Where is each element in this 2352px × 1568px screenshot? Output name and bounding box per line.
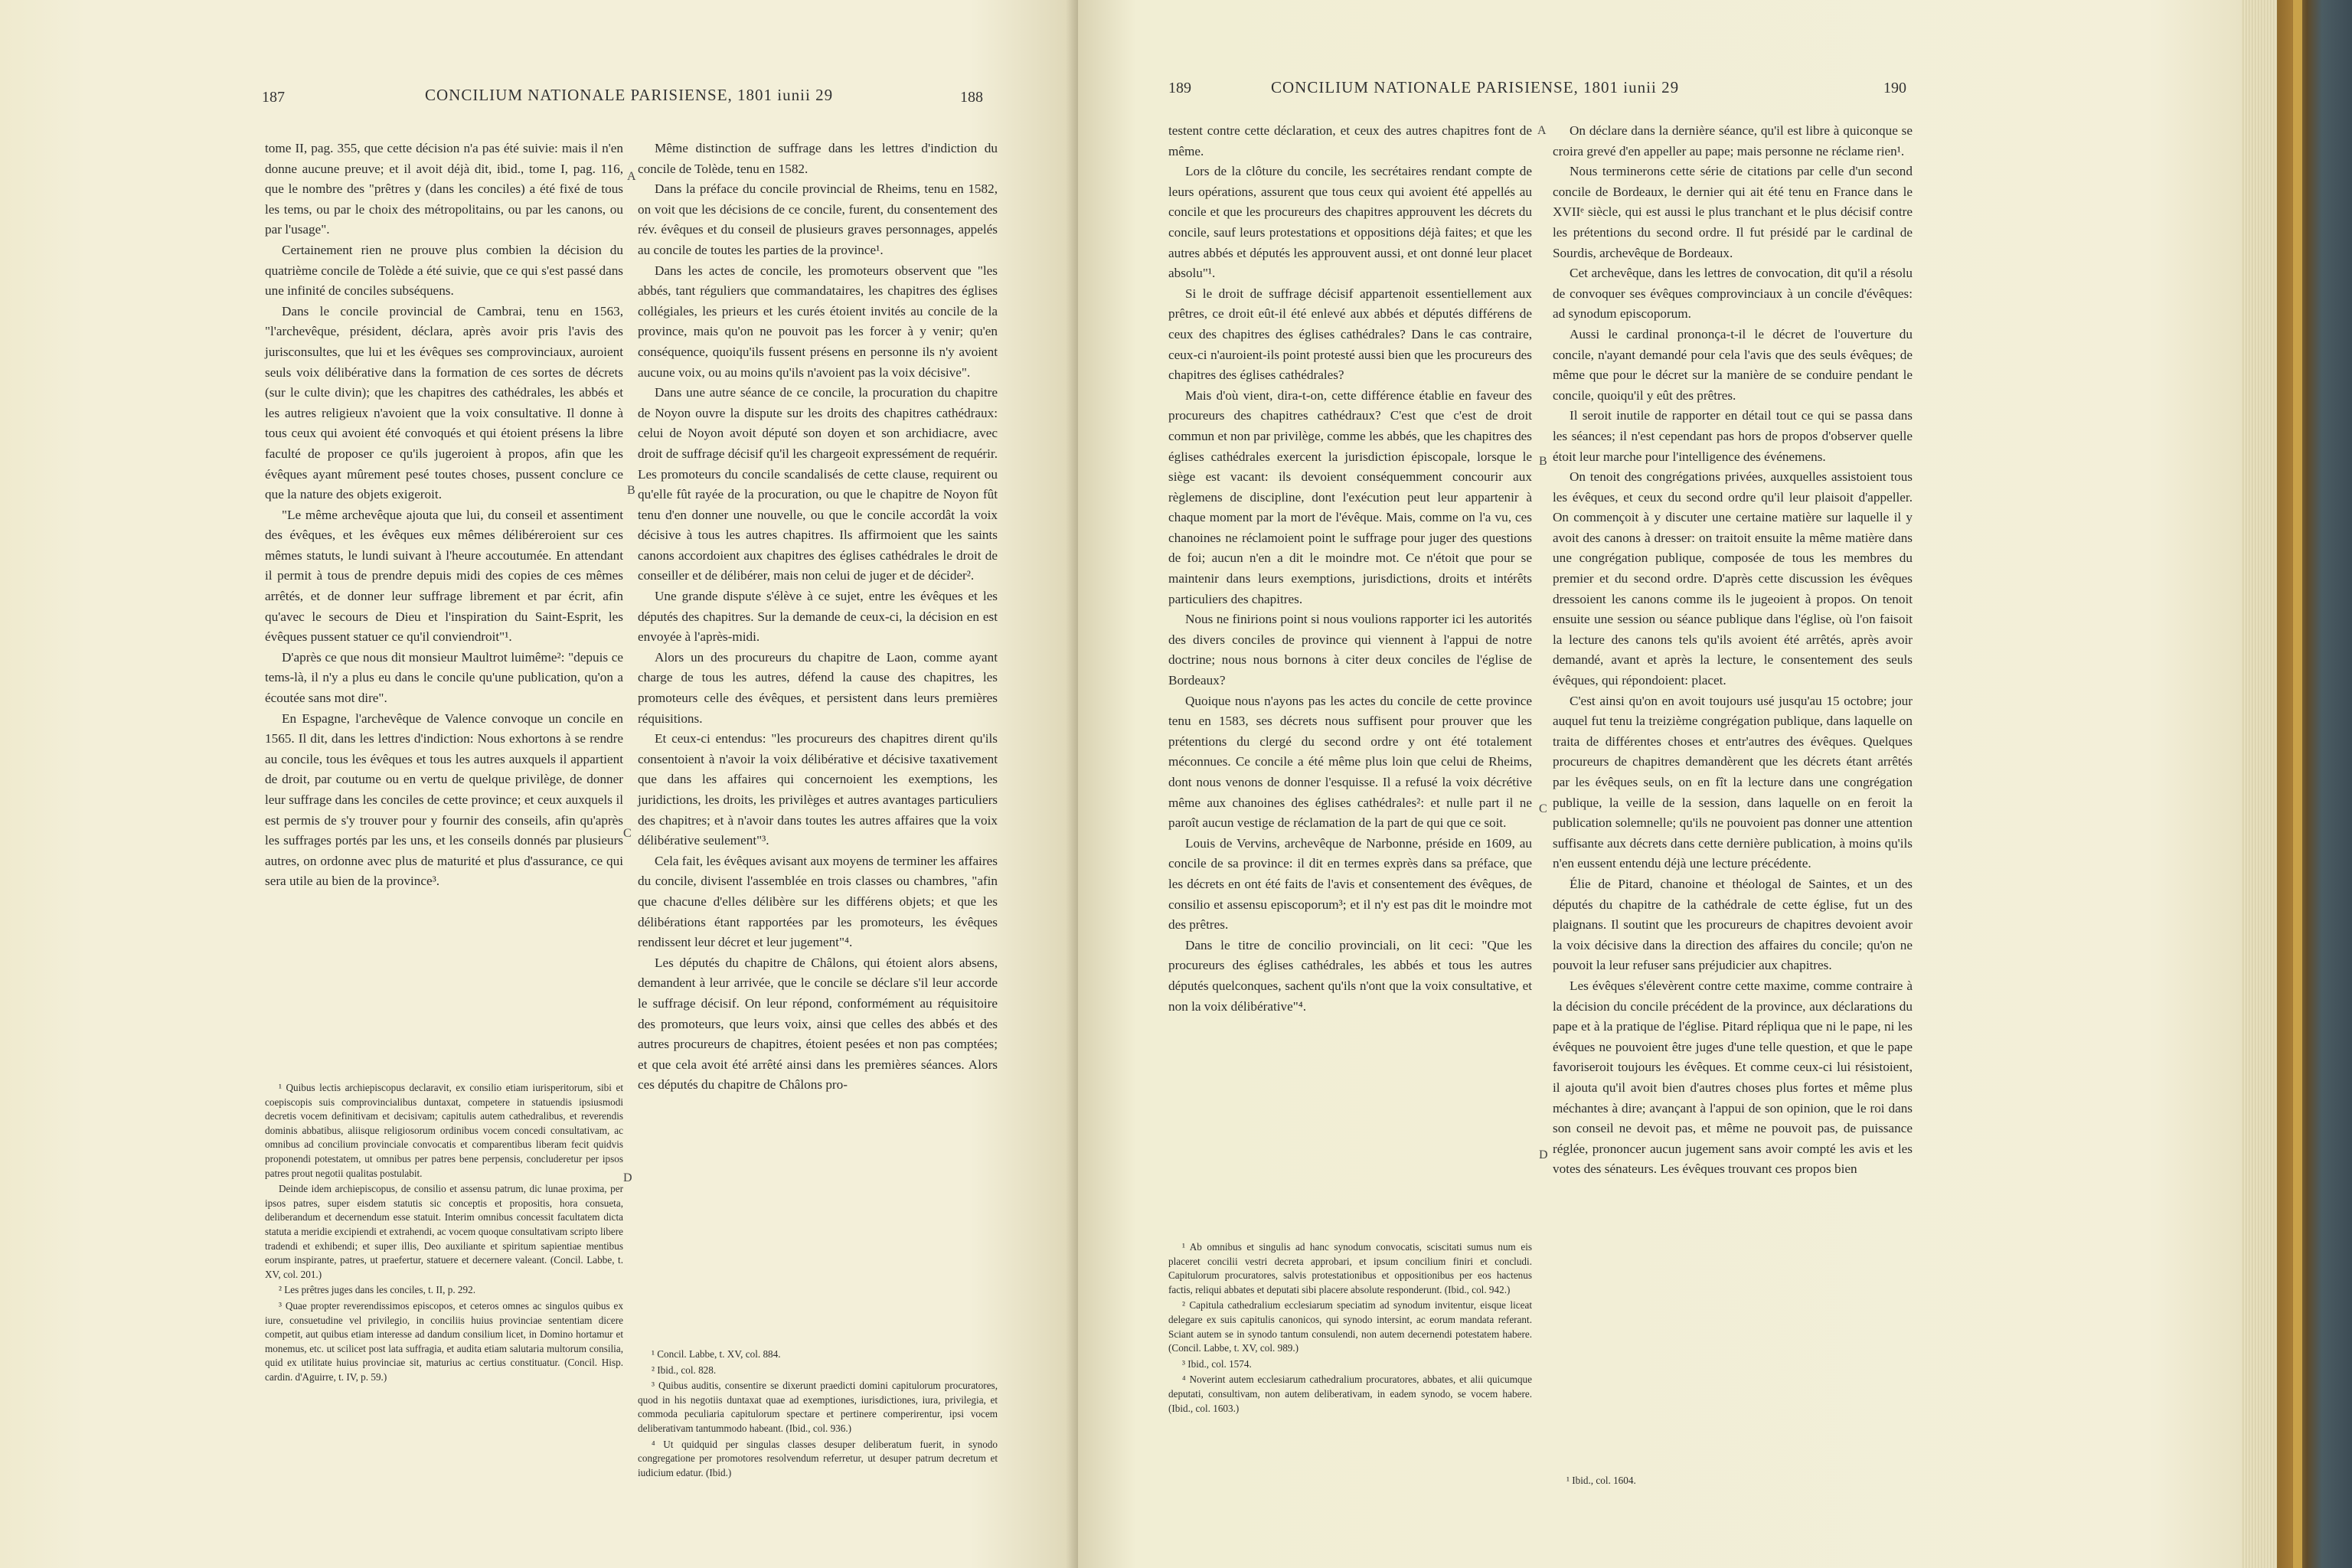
paragraph: Cet archevêque, dans les lettres de convocation, dit qu'il a résolu de convoquer ses évêques comprovinciaux à un concile d'évêques: ad synodum episcoporum. (1553, 266, 1913, 322)
paragraph: Élie de Pitard, chanoine et théologal de Saintes, et un des députés du chapitre de la cathédrale de cette église, fut un des plaignans. Il soutint que les procureurs de chapitres devoient avoir la voix décisive dans la direction des affaires du concile; qu'on ne pouvoit la leur refuser sans préjudicier aux chapitres. (1553, 876, 1913, 973)
footnotes-187 (265, 1081, 623, 1386)
footnotes-188 (638, 1348, 998, 1481)
footnote: ¹ Ab omnibus et singulis ad hanc synodum convocatis, sciscitati sumus num eis placeret concilii vestri decreta approbari, et ipsum concilium finiri et concludi. Capitulorum procuratores, salvis protestationibus et oppositionibus per eos hactenus factis, reliqui abbates et deputati sibi placere absolute responderunt. (Ibid., col. 942.) (1168, 1241, 1532, 1295)
margin-letter-b: B (1539, 455, 1547, 468)
footnote: ⁴ Ut quidquid per singulas classes desuper deliberatum fuerit, in synodo congregatione per promotores resolvendum referretur, ut desuper patrum decretum et iudicium edatur. (Ibid.) (638, 1438, 998, 1478)
footnote: ³ Ibid., col. 1574. (1182, 1357, 1252, 1370)
footnote: ³ Quae propter reverendissimos episcopos, et ceteros omnes ac singulos quibus ex iure, consuetudine vel privilegio, in conciliis huius provinciae sententiam dicere competit, aut quibus etiam interesse ad dandum consilium licet, in Domino hortamur et monemus, etc. ut scilicet post lata suffragia, et audita etiam salutaria multorum consilia, quid ex utilitate huius provinciae sit, maturius ac certius constituatur. (Concil. Hisp. cardin. d'Aguirre, t. IV, p. 59.) (265, 1299, 623, 1383)
paragraph: Nous terminerons cette série de citations par celle d'un second concile de Bordeaux, le dernier qui ait été tenu en France dans le XVIIᵉ siècle, qui est aussi le plus tranchant et le plus décisif contre les prétentions du second ordre. Il fut présidé par le cardinal de Sourdis, archevêque de Bordeaux. (1553, 164, 1913, 260)
cover-gold-band (2293, 0, 2302, 1568)
paragraph: Si le droit de suffrage décisif appartenoit essentiellement aux prêtres, ce droit eût-il été enlevé aux abbés et députés différens de ceux des chapitres des églises cathédrales? Dans le cas contraire, ceux-ci n'auroient-ils point protesté aussi bien que les procureurs des chapitres des églises cathédrales? (1168, 286, 1532, 383)
footnote: ² Ibid., col. 828. (652, 1364, 717, 1376)
footnote: ¹ Quibus lectis archiepiscopus declaravit, ex consilio etiam iurisperitorum, sibi et coepiscopis suis comprovincialibus duntaxat, competere in statuendis ipsiusmodi decretis vocem definitivam et decisivam; capitulis autem cathedralibus, et reverendis dominis abbatibus, aliisque religiosorum ordinibus vocem concedi consultativam, ac omnibus ad concilium provinciale convocatis et comparentibus liberam fecit quidvis proponendi potestatem, ut omnibus per patres bene perpensis, concluderetur per ipsos patres prout negotii qualitas postulabit. (265, 1082, 623, 1179)
paragraph: Et ceux-ci entendus: "les procureurs des chapitres dirent qu'ils consentoient à n'avoir la voix délibérative et décisive taxativement que dans les affaires qui concernoient les exemptions, les juridictions, les droits, les privilèges et autres avantages particuliers des chapitres; et à n'avoir dans toutes les autres affaires que la voix délibérative seulement"³. (638, 731, 998, 848)
running-head-left: CONCILIUM NATIONALE PARISIENSE, 1801 iunii 29 (425, 86, 834, 104)
footnote: ² Les prêtres juges dans les conciles, t. II, p. 292. (279, 1284, 476, 1296)
footnote: ¹ Ibid., col. 1604. (1566, 1475, 1636, 1486)
paragraph: Dans le concile provincial de Cambrai, tenu en 1563, "l'archevêque, président, déclara, après avoir pris l'avis des jurisconsultes, que lui et les évêques ses comprovinciaux, auroient seuls voix délibérative dans la formation de ces sortes de décrets (sur le culte divin); que les chapitres des cathédrales, les abbés et les autres religieux n'avoient que la voix consultative. Il donne à tous ceux qui avoient été convoqués et qui étoient présens la libre faculté de proposer ce qu'ils jugeroient à propos, afin que les évêques ayant mûrement pesé toutes choses, pussent conclure ce que la nature des objets exigeroit. (265, 303, 623, 502)
footnotes-189 (1168, 1240, 1532, 1417)
paragraph: Aussi le cardinal prononça-t-il le décret de l'ouverture du concile, n'ayant demandé pour cela l'avis que des seuls évêques; de même que pour le décret sur la manière de se conduire pendant le concile, quoiqu'il y eût des prêtres. (1553, 326, 1913, 403)
footnote: ³ Quibus auditis, consentire se dixerunt praedicti domini capitulorum procuratores, quod in his negotiis duntaxat quae ad exemptiones, iurisdictiones, iura, privilegia, et commoda peculiaria capitulorum spectare et pertinere comperirentur, ipsi vocem deliberativam tantummodo habeant. (Ibid., col. 936.) (638, 1380, 998, 1434)
paragraph: C'est ainsi qu'on en avoit toujours usé jusqu'au 15 octobre; jour auquel fut tenu la treizième congrégation publique, dans laquelle on traita de différentes choses et entr'autres des évêques. Quelques procureurs de chapitres demandèrent que les décrets étant arrêtés par les évêques seuls, on en fît la lecture dans une congrégation publique, la veille de la session, dans laquelle on en feroit la publication solemnelle; qu'ils ne pouvoient pas donner une attention suffisante aux décrets dans cette dernière publication, à moins qu'ils n'en eussent entendu déjà une lecture précédente. (1553, 693, 1913, 871)
page-number-187: 187 (262, 89, 285, 106)
paragraph: On tenoit des congrégations privées, auxquelles assistoient tous les évêques, et ceux du second ordre qu'il leur plaisoit d'appeller. On commençoit à y discuter une certaine matière sur laquelle il y avoit des canons à dresser: on traitoit ensuite la même matière dans une congrégation publique, composée de tous les membres du premier et du second ordre. D'après cette discussion les évêques dressoient les canons comme ils le jugeoient à propos. On tenoit ensuite une session ou séance publique dans l'église, où l'on faisoit la lecture des canons tels qu'ils avoient été arrêtés, après avoir demandé, avant et après la lecture, le consentement des seuls évêques, qui répondoient: placet. (1553, 469, 1913, 688)
paragraph: En Espagne, l'archevêque de Valence convoque un concile en 1565. Il dit, dans les lettres d'indiction: Nous exhortons à se rendre au concile, tous les évêques et tous les autres auxquels il appartient de droit, par coutume ou en vertu de quelque privilège, de donner leur suffrage dans les conciles de cette province; et ceux auxquels il est permis de s'y trouver pour y fournir des conseils, afin qu'après les suffrages portés par les uns, et les conseils donnés par plusieurs autres, on ordonne avec plus de maturité et plus d'assurance, ce qui sera utile au bien de la province³. (265, 710, 623, 889)
page-number-188: 188 (960, 89, 983, 106)
margin-letter-a: A (627, 170, 636, 183)
paragraph: Lors de la clôture du concile, les secrétaires rendant compte de leurs opérations, assurent que tous ceux qui avoient été appellés au concile et que les procureurs des chapitres approuvent les décrets du concile, sauf leurs protestations et oppositions déjà faites; et que les autres abbés et députés les approuvent aussi, et ont donné leur placet absolu"¹. (1168, 164, 1532, 281)
paragraph: "Le même archevêque ajouta que lui, du conseil et assentiment des évêques, et les évêques eux mêmes délibéreroient sur ces mêmes statuts, le lundi suivant à l'heure accoutumée. En attendant il permit à tous de prendre depuis midi des copies de ces mêmes arrêtés, et de donner leur suffrage librement et par écrit, afin qu'avec le secours de Dieu et l'inspiration du Saint-Esprit, les évêques pussent statuer ce qu'il conviendroit"¹. (265, 507, 623, 645)
margin-letter-a: A (1537, 124, 1547, 137)
page-edges (2242, 0, 2279, 1568)
paragraph: Mais d'où vient, dira-t-on, cette différence établie en faveur des procureurs des chapitres cathédraux? C'est que c'est de droit commun et non par privilège, comme les abbés, que les chapitres des églises cathédrales exercent la jurisdiction épiscopale, lorsque le siège est vacant: ils devoient conséquemment concourir aux règlemens de discipline, dont l'exécution peut leur appartenir à chaque moment par la mort de l'évêque. Mais, comme on l'a vu, ces chanoines ne réclamoient point le suffrage pour juger des questions de foi; aucun n'en a dit le moindre mot. Ce n'étoit que pour se maintenir dans leurs exemptions, jurisdictions, droits et intérêts particuliers des chapitres. (1168, 387, 1532, 606)
margin-letter-d: D (1539, 1148, 1548, 1161)
paragraph: Certainement rien ne prouve plus combien la décision du quatrième concile de Tolède a été suivie, que ce qui s'est passé dans une infinité de conciles subséquens. (265, 242, 623, 299)
paragraph: Cela fait, les évêques avisant aux moyens de terminer les affaires du concile, divisent l'assemblée en trois classes ou chambres, "afin que chacune d'elles délibère sur les différens objets; et que les délibérations étant rapportées par les promoteurs, les évêques rendissent leur décret et leur jugement"⁴. (638, 853, 998, 950)
paragraph: On déclare dans la dernière séance, qu'il est libre à quiconque se croira grevé d'en appeller au pape; mais personne ne réclame rien¹. (1553, 123, 1913, 158)
column-187 (265, 139, 623, 892)
paragraph: Les évêques s'élevèrent contre cette maxime, comme contraire à la décision du concile précédent de la province, aux déclarations du pape et à la pratique de l'église. Pitard répliqua que ni le pape, ni les évêques ne pouvoient être juges d'une telle question, et que le pape favoriseroit toujours les évêques. Et comme ceux-ci lui résistoient, il ajouta qu'il avoit bien d'autres choses plus fortes et même plus méchantes à dire; avançant à l'appui de son opinion, que le roi dans son conseil ne devoit pas, et même ne pouvoit pas, de puissance réglée, prononcer aucun jugement sans avoir compté les avis et les votes des sénateurs. Les évêques trouvant ces propos bien (1553, 978, 1913, 1177)
paragraph: Même distinction de suffrage dans les lettres d'indiction du concile de Tolède, tenu en 1582. (638, 141, 998, 176)
paragraph: Dans la préface du concile provincial de Rheims, tenu en 1582, on voit que les décisions de ce concile, furent, du consentement des rév. évêques et du conseil de plusieurs graves personnages, appelés au concile de toutes les parties de la province¹. (638, 181, 998, 257)
footnote: ¹ Concil. Labbe, t. XV, col. 884. (652, 1348, 781, 1360)
left-page (0, 0, 1078, 1568)
footnote: ² Capitula cathedralium ecclesiarum speciatim ad synodum invitentur, eisque liceat delegare ex suis capitulis canonicos, qui synodo intersint, ac eorum mandata referant. Sciant autem se in synodo tantum consulendi, non autem decernendi potestatem habere. (Concil. Labbe, t. XV, col. 989.) (1168, 1299, 1532, 1354)
column-189 (1168, 121, 1532, 1017)
paragraph: D'après ce que nous dit monsieur Maultrot luimême²: "depuis ce tems-là, il n'y a plus eu dans le concile qu'une publication, qu'on a écoutée sans mot dire". (265, 649, 623, 706)
paragraph: Dans le titre de concilio provinciali, on lit ceci: "Que les procureurs des églises cathédrales, les abbés et tous les autres députés quelconques, sachent qu'ils n'ont que la voix consultative, et non la voix délibérative"⁴. (1168, 937, 1532, 1014)
book-cover-edge (2277, 0, 2352, 1568)
footnote: ⁴ Noverint autem ecclesiarum cathedralium procuratores, abbates, et alii quicumque deputati, consultivam, non autem deliberativam, in eadem synodo, se vocem habere. (Ibid., col. 1603.) (1168, 1374, 1532, 1414)
margin-letter-c: C (1539, 802, 1547, 815)
column-188 (638, 139, 998, 1096)
margin-letter-b: B (627, 484, 635, 497)
page-number-190: 190 (1883, 80, 1906, 96)
margin-letter-c: C (623, 827, 632, 840)
margin-letter-d: D (623, 1171, 632, 1184)
paragraph: Louis de Vervins, archevêque de Narbonne, préside en 1609, au concile de sa province: il dit en termes exprès dans sa préface, que les décrets en ont été faits de l'avis et consentement des évêques, de consilio et assensu episcoporum³; et il n'y est pas dit le moindre mot des prêtres. (1168, 835, 1532, 933)
paragraph: Les députés du chapitre de Châlons, qui étoient alors absens, demandent à leur arrivée, que le concile se déclare s'il leur accorde le suffrage décisif. On leur répond, conformément au réquisitoire des promoteurs, que leurs voix, ainsi que celles des abbés et des autres procureurs de chapitres, étoient pesées et non pas comptées; et que cela avoit été arrêté ainsi dans les premières séances. Alors ces députés du chapitre de Châlons pro- (638, 955, 998, 1093)
paragraph: testent contre cette déclaration, et ceux des autres chapitres font de même. (1168, 123, 1532, 158)
footnote: Deinde idem archiepiscopus, de consilio et assensu patrum, dic lunae proxima, per ipsos patres, super eisdem statutis sic conceptis et propositis, hora consueta, deliberandum et decernendum esse statuit. Interim omnibus concessit facultatem dicta statuta a meridie excipiendi et extrahendi, ac vocem quoque consultativam scripto libere tradendi et exhibendi; et super illis, Deo auxiliante et spiritum sapientiae mentibus eorum inspirante, patres, ut praefertur, statuere et decernere valeant. (Concil. Labbe, t. XV, col. 201.) (265, 1183, 623, 1280)
page-number-189: 189 (1168, 80, 1191, 96)
paragraph: tome II, pag. 355, que cette décision n'a pas été suivie: mais il n'en donne aucune preuve; et il avoit déjà dit, ibid., tome I, pag. 116, que le nombre des "prêtres y (dans les conciles) a été fixé de tous les tems, ou par le choix des métropolitains, ou par les canons, ou par l'usage". (265, 141, 623, 237)
running-head-right: CONCILIUM NATIONALE PARISIENSE, 1801 iunii 29 (1271, 78, 1680, 96)
footnotes-190 (1553, 1474, 1913, 1490)
right-page (1078, 0, 2242, 1568)
paragraph: Nous ne finirions point si nous voulions rapporter ici les autorités des divers conciles de province qui viennent à l'appui de notre doctrine; nous nous bornons à citer deux conciles de l'église de Bordeaux? (1168, 612, 1532, 688)
column-190 (1553, 121, 1913, 1180)
paragraph: Dans les actes de concile, les promoteurs observent que "les abbés, tant réguliers que commandataires, les chapitres des églises collégiales, les prieurs et les curés étoient invités au concile de la province, mais qu'on ne pouvoit pas les forcer à y venir; qu'en conséquence, quoiqu'ils fussent présens en personne ils n'y avoient aucune voix, ou au moins qu'ils n'avoient pas la voix décisive". (638, 263, 998, 380)
paragraph: Quoique nous n'ayons pas les actes du concile de cette province tenu en 1583, ses décrets nous suffisent pour prouver que les prétentions du clergé du second ordre y ont été totalement méconnues. Ce concile a été même plus loin que celui de Rheims, dont nous venons de donner l'esquisse. Il a refusé la voix décrétive même aux chanoines des églises cathédrales²: et nulle part il ne paroît aucun vestige de réclamation de la part de qui que ce soit. (1168, 693, 1532, 831)
paragraph: Alors un des procureurs du chapitre de Laon, comme ayant charge de tous les autres, défend la cause des chapitres, les promoteurs celle des évêques, et persistent dans leurs premières réquisitions. (638, 649, 998, 726)
paragraph: Dans une autre séance de ce concile, la procuration du chapitre de Noyon ouvre la dispute sur les droits des chapitres cathédraux: celui de Noyon avoit député son doyen et son archidiacre, avec droit de suffrage décisif qu'il les chargeoit expressément de requérir. Les promoteurs du concile scandalisés de cette clause, requirent ou qu'elle fût rayée de la procuration, ou que le chapitre de Noyon fût tenu d'en donner une nouvelle, ou que le concile accordât la voix décisive à tous les autres chapitres. Ils affirmoient que les saints canons accordoient aux chapitres des églises cathédrales le droit de conseiller et de délibérer, mais non celui de juger et de décider². (638, 385, 998, 583)
paragraph: Une grande dispute s'élève à ce sujet, entre les évêques et les députés des chapitres. Sur la demande de ceux-ci, la décision en est envoyée à l'après-midi. (638, 589, 998, 645)
paragraph: Il seroit inutile de rapporter en détail tout ce qui se passa dans les séances; il n'est cependant pas hors de propos d'observer quelle étoit leur marche pour l'intelligence des événemens. (1553, 408, 1913, 464)
